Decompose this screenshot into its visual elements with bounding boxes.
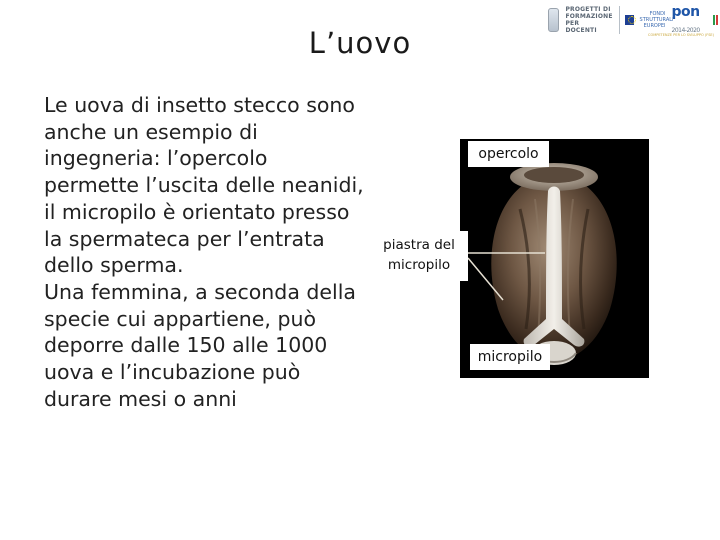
slide-title: L’uovo: [308, 26, 412, 60]
logo-pon-small-text: FONDI STRUTTURALI EUROPEI: [639, 11, 674, 29]
pon-logo-years: 2014-2020: [671, 27, 700, 34]
label-opercolo: opercolo: [468, 141, 549, 167]
label-micropilo: micropilo: [470, 344, 550, 370]
pon-logo-mark: pon: [671, 4, 700, 20]
body-paragraph-1: Le uova di insetto stecco sono anche un esempio di ingegneria: l’opercolo permette l’uscita delle neanidi, il micropilo è orientato presso la spermateca per l’entrata dello sperma.: [44, 93, 364, 278]
logo-formazione-text: PROGETTI DI FORMAZIONE PER DOCENTI: [565, 6, 613, 34]
italy-flag-icon: [713, 15, 718, 25]
label-piastra-del-micropilo: piastra del micropilo: [370, 231, 468, 281]
pon-tagline: COMPETENZE PER LO SVILUPPO (FSE): [648, 33, 714, 37]
egg-photo: [460, 139, 649, 378]
stick-insect-egg-illustration: [460, 139, 649, 378]
body-paragraph-2: Una femmina, a seconda della specie cui appartiene, può deporre dalle 150 alle 1000 uova e l’incubazione può durare mesi o anni: [44, 279, 356, 411]
slide-body: [44, 92, 364, 412]
eu-flag-icon: [625, 15, 633, 25]
